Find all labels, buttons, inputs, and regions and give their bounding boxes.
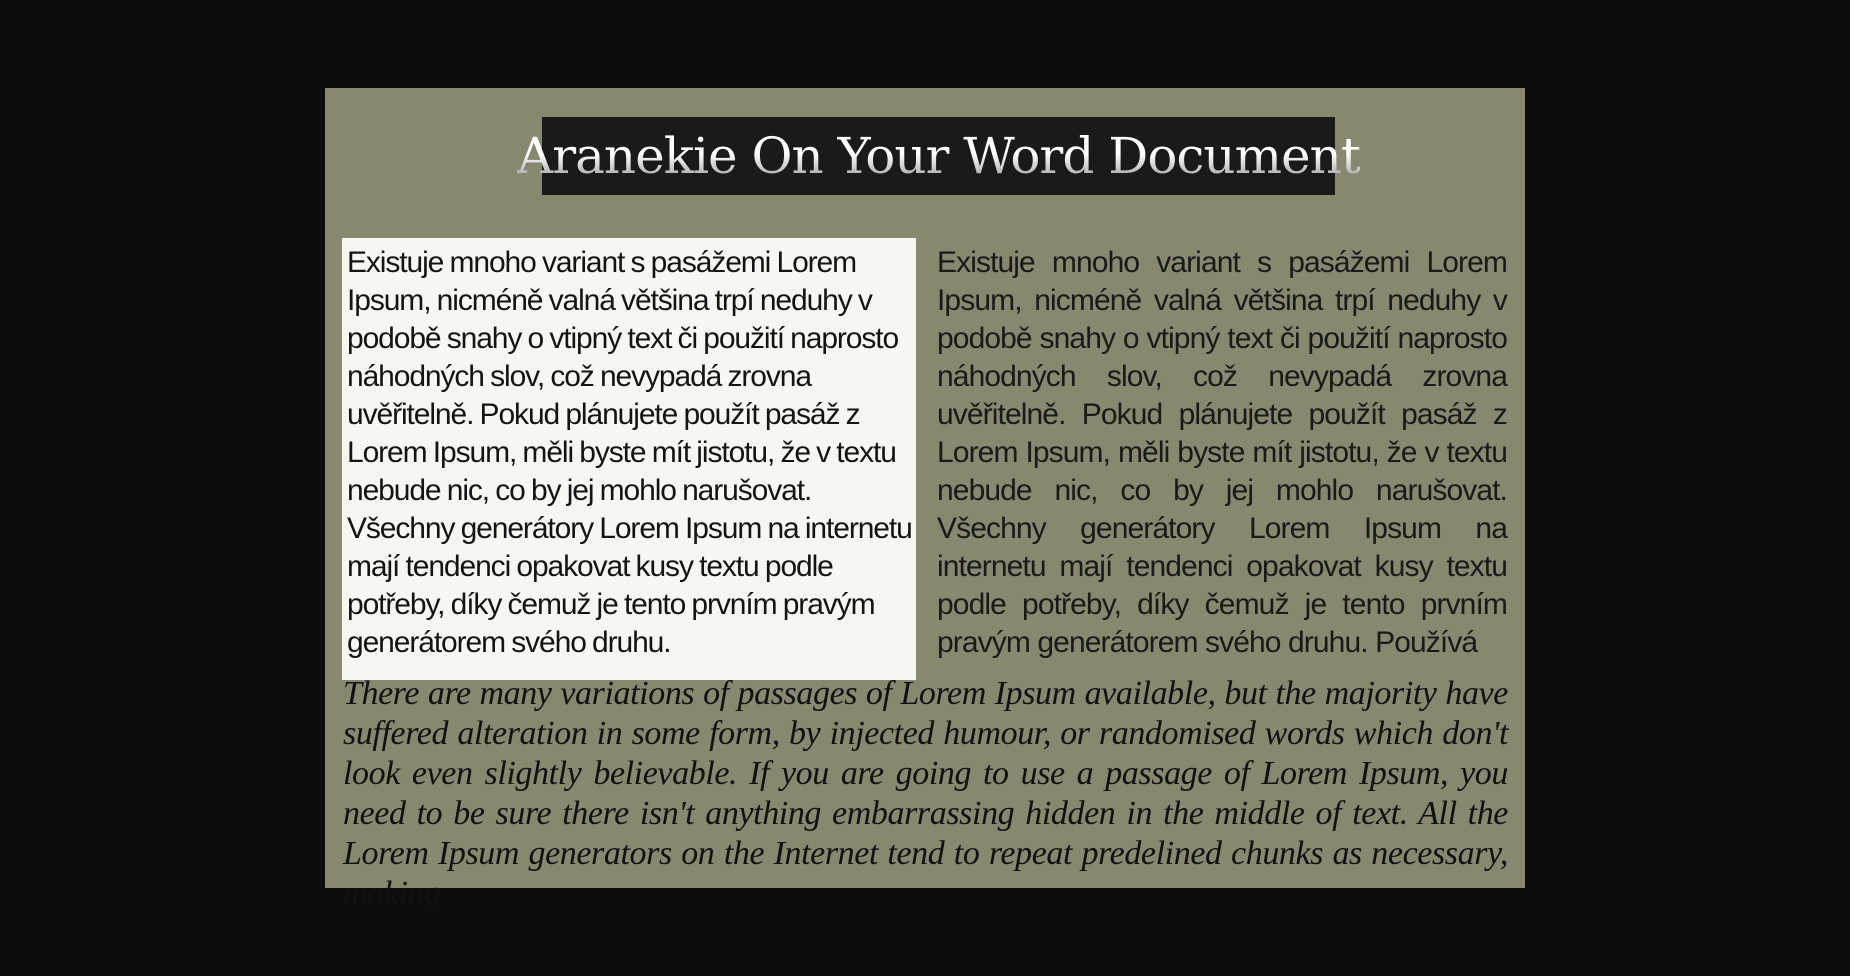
title-banner [517,117,1360,195]
paragraph-left: Existuje mnoho variant s pasážemi Lorem Ipsum, nicméně valná většina trpí neduhy v podobě snahy o vtipný text či použití naprosto náhodných slov, což nevypadá zrovna uvěřitelně. Pokud plánujete použít pasáž z Lorem Ipsum, měli byste mít jistotu, že v textu nebude nic, co by jej mohlo narušovat. Všechny generátory Lorem Ipsum na internetu mají tendenci opakovat kusy textu podle potřeby, díky čemuž je tento prvním pravým generátorem svého druhu. [347,246,912,659]
paragraph-bottom: There are many variations of passages of Lorem Ipsum available, but the majority have suffered alteration in some form, by injected humour, or randomised words which don't look even slightly believable. If you are going to use a passage of Lorem Ipsum, you need to be sure there isn't anything embarrassing hidden in the middle of text. All the Lorem Ipsum generators on the Internet tend to repeat predelined chunks as necessary, making [343,675,1508,912]
document-page [325,88,1525,912]
justified-text-column [937,244,1507,661]
paragraph-right: Existuje mnoho variant s pasážemi Lorem Ipsum, nicméně valná většina trpí neduhy v podobě snahy o vtipný text či použití naprosto náhodných slov, což nevypadá zrovna uvěřitelně. Pokud plánujete použít pasáž z Lorem Ipsum, měli byste mít jistotu, že v textu nebude nic, co by jej mohlo narušovat. Všechny generátory Lorem Ipsum na internetu mají tendenci opakovat kusy textu podle potřeby, díky čemuž je tento prvním pravým generátorem svého druhu. Používá [937,246,1507,659]
highlighted-text-box [342,238,916,680]
italic-text-block [343,674,1508,912]
document-title: Aranekie On Your Word Document [517,127,1360,185]
